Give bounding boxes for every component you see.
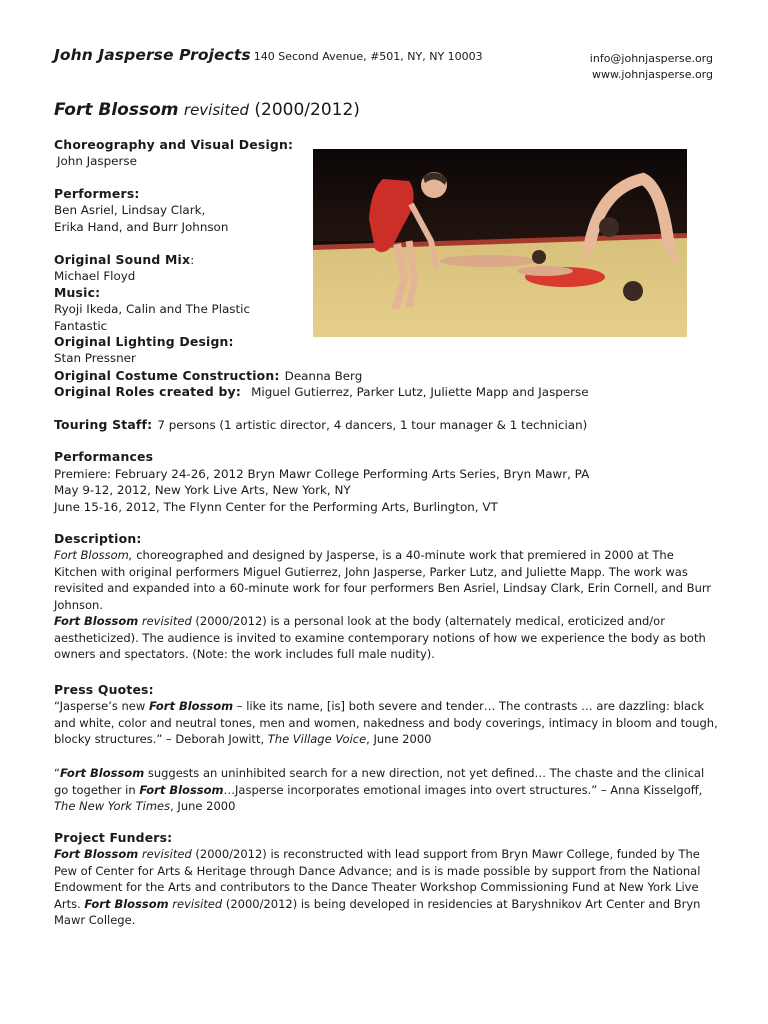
- q1-work-title: Fort Blossom: [148, 699, 234, 713]
- desc-text-2: (2000/2012) is a personal look at the body (alternately medical, eroticized and/or aestheticized). The audience is invited to examine contemporary notions of how we experience the body as both owners and spectators. (Note: the work includes full male nudity).: [54, 614, 706, 662]
- q2-publication: The New York Times: [54, 799, 171, 814]
- q2-text-b: suggests an uninhibited search for a new direction, not yet defined… The chaste and the clinical go together in: [54, 766, 705, 797]
- music-line-2: Fantastic: [54, 318, 108, 333]
- org-name: John Jasperse Projects: [54, 46, 251, 64]
- q2-text-c: …Jasperse incorporates emotional images into overt structures.” – Anna Kisselgoff,: [223, 782, 703, 797]
- costume-row: [54, 367, 718, 384]
- lighting-label: Original Lighting Design:: [54, 334, 234, 350]
- org-address: 140 Second Avenue, #501, NY, NY 10003: [253, 50, 483, 63]
- touring-label: Touring Staff:: [54, 417, 153, 432]
- sound-colon: :: [190, 253, 195, 268]
- website-link[interactable]: www.johnjasperse.org: [591, 68, 713, 81]
- q2-work-title-2: Fort Blossom: [139, 782, 224, 797]
- touring-value: 7 persons (1 artistic director, 4 dancers, 1 tour manager & 1 technician): [157, 418, 588, 432]
- page-title: [54, 100, 360, 120]
- funders-label: Project Funders:: [54, 830, 173, 845]
- funders-work-title-2: Fort Blossom: [84, 896, 169, 911]
- performances-label: Performances: [54, 449, 154, 464]
- header-contact: [590, 51, 713, 83]
- q1-text-b: – like its name, [is] both severe and tender… The contrasts … are dazzling: black and white, color and neutral tones, men and women, nakedness and body coverings, intimacy in bloom and tough, blocky structures.” – Deborah Jowitt,: [54, 699, 718, 747]
- q1-text-c: , June 2000: [366, 732, 432, 747]
- funders-text-2: (2000/2012) is being developed in residencies at Baryshnikov Art Center and Bryn Mawr College.: [54, 896, 701, 928]
- funders-text-1: (2000/2012) is reconstructed with lead support from Bryn Mawr College, funded by The Pew of Center for Arts & Heritage through Dance Advance; and is is made possible by support from the National Endowment for the Arts and contributors to the Dance Theater Workshop Commissioning Fund at New York Live Arts.: [54, 847, 701, 911]
- choreo-label: Choreography and Visual Design:: [54, 137, 294, 152]
- funders-work-title-1: Fort Blossom: [54, 847, 139, 861]
- q1-text-a: “Jasperse’s new: [54, 699, 149, 713]
- description-label: Description:: [54, 531, 142, 546]
- roles-row: [54, 383, 734, 400]
- description-paragraph-1: [54, 547, 718, 613]
- title-revisited: revisited: [183, 101, 249, 119]
- performance-photo: [313, 149, 687, 337]
- sound-label: Original Sound Mix: [54, 252, 191, 268]
- music-label: Music:: [54, 284, 101, 300]
- costume-label: Original Costume Construction:: [54, 368, 280, 383]
- roles-value: Miguel Gutierrez, Parker Lutz, Juliette Mapp and Jasperse: [251, 385, 589, 399]
- description-paragraph-2: [54, 613, 718, 663]
- choreo-value: John Jasperse: [57, 154, 137, 169]
- dancers-photo-illustration: [313, 149, 687, 337]
- funders-revisited-2: revisited: [168, 896, 223, 911]
- press-quote-2: [54, 765, 718, 815]
- title-years: (2000/2012): [254, 100, 360, 120]
- performances-section: [54, 449, 734, 515]
- credits-column: [54, 137, 304, 367]
- q1-publication: The Village Voice: [267, 732, 367, 747]
- performers-line-2: Erika Hand, and Burr Johnson: [54, 219, 229, 234]
- touring-row: [54, 416, 734, 433]
- roles-label: Original Roles created by:: [54, 384, 241, 399]
- lighting-value: Stan Pressner: [54, 351, 136, 366]
- q2-work-title-1: Fort Blossom: [59, 766, 145, 780]
- performance-item: June 15-16, 2012, The Flynn Center for the Performing Arts, Burlington, VT: [54, 499, 498, 514]
- performers-line-1: Ben Asriel, Lindsay Clark,: [54, 203, 206, 218]
- music-line-1: Ryoji Ikeda, Calin and The Plastic: [54, 302, 251, 317]
- desc-revisited: revisited: [138, 614, 192, 628]
- email-link[interactable]: info@johnjasperse.org: [589, 52, 713, 65]
- performers-label: Performers:: [54, 185, 140, 201]
- costume-value: Deanna Berg: [284, 369, 363, 383]
- title-name: Fort Blossom: [54, 100, 179, 120]
- funders-paragraph: [54, 846, 718, 929]
- desc-work-title-2: Fort Blossom: [54, 614, 139, 628]
- sound-value: Michael Floyd: [54, 269, 136, 284]
- funders-revisited-1: revisited: [138, 847, 192, 861]
- desc-text-1: choreographed and designed by Jasperse, is a 40-minute work that premiered in 2000 at The Kitchen with original performers Miguel Gutierrez, John Jasperse, Parker Lutz, and Juliette Mapp. The work was revisited and expanded into a 60-minute work for four performers Ben Asriel, Lindsay Clark, Erin Cornell, and Burr Johnson.: [54, 548, 712, 612]
- header-org: [54, 46, 483, 64]
- press-quote-1: [54, 698, 718, 748]
- desc-work-title: Fort Blossom,: [54, 548, 133, 562]
- press-label: Press Quotes:: [54, 682, 154, 697]
- q2-text-a: “: [54, 766, 60, 780]
- q2-text-d: , June 2000: [170, 799, 236, 814]
- performance-item: Premiere: February 24-26, 2012 Bryn Mawr College Performing Arts Series, Bryn Mawr, PA: [54, 466, 590, 481]
- performance-item: May 9-12, 2012, New York Live Arts, New York, NY: [54, 483, 351, 497]
